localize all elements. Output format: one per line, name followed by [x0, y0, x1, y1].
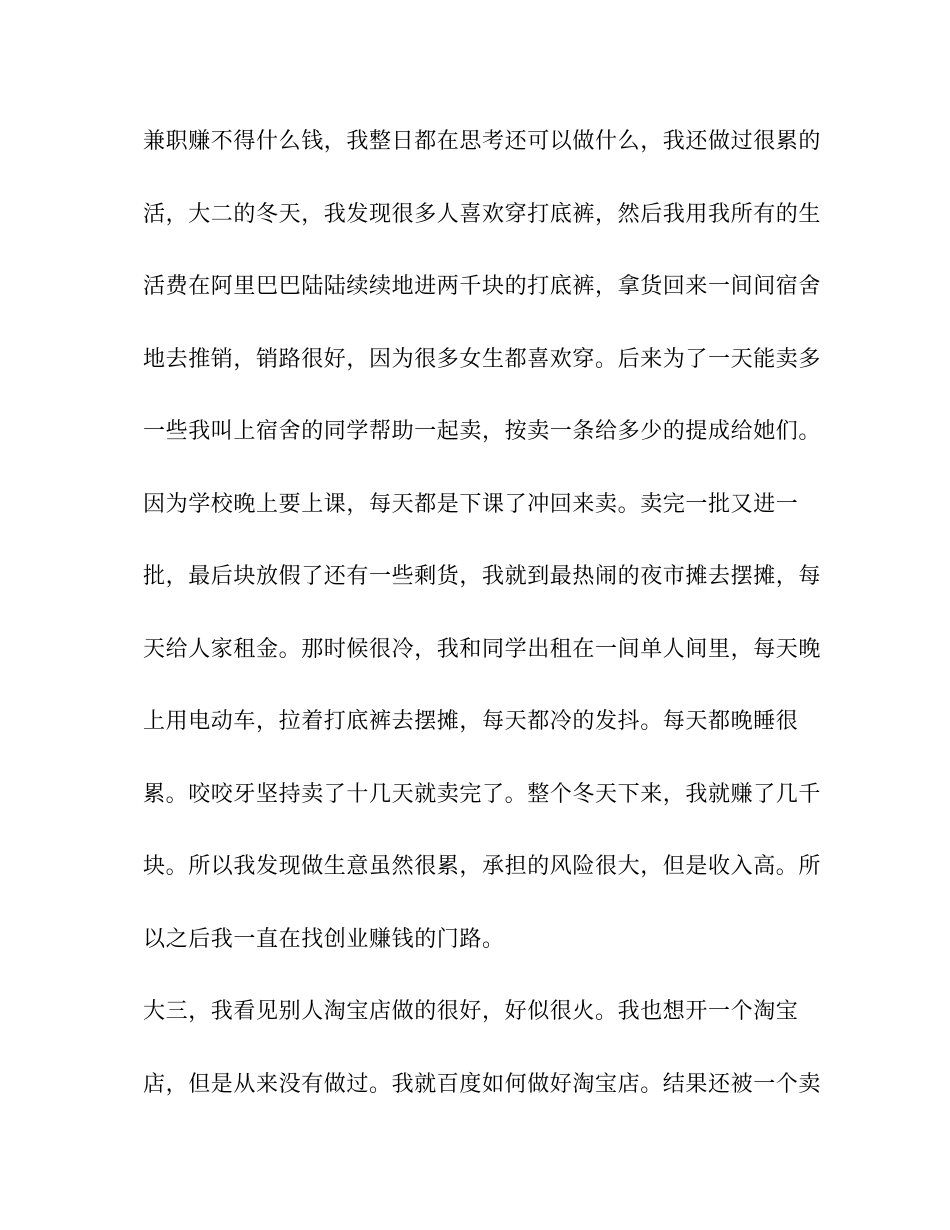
text-line: 活费在阿里巴巴陆陆续续地进两千块的打底裤，拿货回来一间间宿舍 [143, 274, 822, 299]
body-text [143, 122, 822, 1137]
text-line: 批，最后块放假了还有一些剩货，我就到最热闹的夜市摊去摆摊，每 [143, 564, 822, 589]
text-line: 以之后我一直在找创业赚钱的门路。 [143, 926, 505, 952]
text-line: 活，大二的冬天，我发现很多人喜欢穿打底裤，然后我用我所有的生 [143, 201, 822, 227]
text-line: 天给人家租金。那时候很冷，我和同学出租在一间单人间里，每天晚 [143, 636, 822, 662]
text-line: 兼职赚不得什么钱，我整日都在思考还可以做什么，我还做过很累的 [143, 129, 822, 154]
text-line: 店，但是从来没有做过。我就百度如何做好淘宝店。结果还被一个卖 [143, 1071, 822, 1097]
text-line: 上用电动车，拉着打底裤去摆摊，每天都冷的发抖。每天都晚睡很 [143, 709, 799, 734]
text-line: 一些我叫上宿舍的同学帮助一起卖，按卖一条给多少的提成给她们。 [143, 419, 822, 444]
text-line: 因为学校晚上要上课，每天都是下课了冲回来卖。卖完一批又进一 [143, 491, 799, 517]
text-line: 累。咬咬牙坚持卖了十几天就卖完了。整个冬天下来，我就赚了几千 [143, 781, 822, 807]
text-line: 大三，我看见别人淘宝店做的很好，好似很火。我也想开一个淘宝 [143, 999, 799, 1024]
text-line: 块。所以我发现做生意虽然很累，承担的风险很大，但是收入高。所 [143, 854, 822, 879]
text-line: 地去推销，销路很好，因为很多女生都喜欢穿。后来为了一天能卖多 [143, 346, 822, 372]
